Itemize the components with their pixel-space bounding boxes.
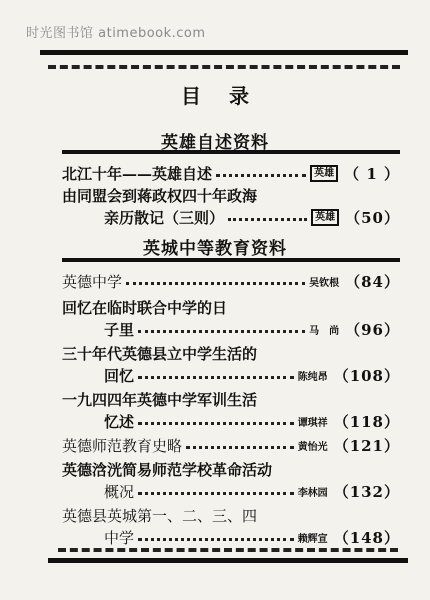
- dot-leader: [186, 436, 294, 449]
- dot-leader: [126, 272, 305, 285]
- dot-leader: [138, 320, 305, 333]
- toc-entry[interactable]: [62, 504, 400, 526]
- toc-entry-title-line2: 亲历散记（三则）: [104, 208, 225, 227]
- toc-entry-continuation[interactable]: [104, 364, 400, 386]
- toc-entry-title: 英德师范教育史略: [62, 436, 183, 455]
- section-heading-hero-memoirs: 英雄自述资料: [161, 133, 269, 153]
- toc-entry-page: （108）: [333, 366, 400, 385]
- toc-entry-title-line1: 英德浛洸简易师范学校革命活动: [62, 460, 273, 479]
- toc-entry[interactable]: [62, 162, 400, 184]
- bottom-decorative-border: [48, 548, 408, 572]
- toc-entry-title: 北江十年——英雄自述: [62, 164, 213, 183]
- dot-leader: [138, 366, 294, 379]
- toc-entry-title-line1: 回忆在临时联合中学的日: [62, 298, 228, 317]
- section-heading-secondary-education: 英城中等教育资料: [143, 239, 287, 259]
- section-rule: [62, 150, 400, 154]
- toc-entry-continuation[interactable]: [104, 526, 400, 548]
- toc-entry-author: 黄怡光: [297, 441, 328, 453]
- dot-leader: [216, 164, 306, 177]
- toc-entry-author: 英雄: [311, 209, 339, 226]
- toc-entry-page: （84）: [345, 272, 400, 291]
- toc-entry-author: 赖辉宣: [297, 533, 328, 545]
- toc-entry-author: 吴钦根: [309, 277, 340, 289]
- toc-entry-page: （148）: [333, 528, 400, 547]
- toc-entry-page: （132）: [333, 482, 400, 501]
- dot-leader: [138, 528, 294, 541]
- toc-entry-page: （ 1 ）: [344, 164, 400, 183]
- toc-entry-page: （50）: [345, 208, 400, 227]
- toc-entry-title-line1: 一九四四年英德中学军训生活: [62, 390, 258, 409]
- toc-entry-continuation[interactable]: [104, 480, 400, 502]
- toc-entry-author: 谭琪祥: [297, 417, 328, 429]
- toc-entry[interactable]: [62, 434, 400, 456]
- toc-entry-continuation[interactable]: [104, 410, 400, 432]
- toc-entry[interactable]: [62, 342, 400, 364]
- toc-entry-author: 陈纯昂: [297, 371, 328, 383]
- dot-leader: [138, 482, 294, 495]
- toc-entry-page: （118）: [333, 412, 400, 431]
- dot-leader: [138, 412, 294, 425]
- toc-entry-title-line2: 概况: [104, 482, 135, 501]
- toc-entry-title-line2: 回忆: [104, 366, 135, 385]
- toc-entry[interactable]: [62, 270, 400, 292]
- toc-entry-title-line2: 中学: [104, 528, 135, 547]
- toc-entry-title: 英德中学: [62, 272, 123, 291]
- toc-entry-author: 马 尚: [309, 325, 340, 337]
- toc-entry-continuation[interactable]: [104, 206, 400, 228]
- toc-entry-page: （121）: [333, 436, 400, 455]
- toc-entry-title-line1: 由同盟会到蒋政权四十年政海: [62, 186, 258, 205]
- toc-entry-continuation[interactable]: [104, 318, 400, 340]
- toc-entry-author: 英雄: [310, 165, 338, 182]
- toc-entry[interactable]: [62, 184, 400, 206]
- toc-entry[interactable]: [62, 458, 400, 480]
- watermark: 时光图书馆 atimebook.com: [26, 26, 206, 41]
- toc-entry-title-line2: 忆述: [104, 412, 135, 431]
- page-title: 目录: [181, 84, 277, 108]
- toc-entry-page: （96）: [345, 320, 400, 339]
- toc-entry[interactable]: [62, 296, 400, 318]
- toc-entry-title-line2: 子里: [104, 320, 135, 339]
- toc-entry-title-line1: 三十年代英德县立中学生活的: [62, 344, 258, 363]
- dot-leader: [228, 208, 307, 221]
- top-decorative-border: [40, 50, 408, 81]
- toc-entry-title-line1: 英德县英城第一、二、三、四: [62, 506, 258, 525]
- toc-entry-author: 李林园: [297, 487, 328, 499]
- toc-entry[interactable]: [62, 388, 400, 410]
- section-rule: [62, 258, 400, 262]
